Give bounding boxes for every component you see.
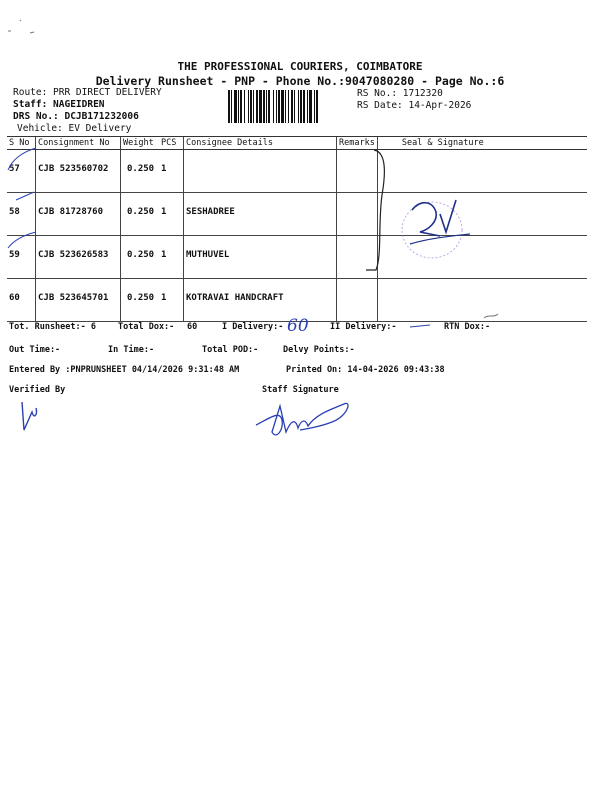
row-consignment: CJB 523626583 (38, 250, 109, 260)
row-pcs: 1 (161, 250, 167, 260)
row-consignee: KOTRAVAI HANDCRAFT (186, 293, 284, 303)
total-pod: Total POD:- (202, 345, 259, 355)
i-delivery-label: I Delivery:- (222, 322, 284, 332)
printed-on: Printed On: 14-04-2026 09:43:38 (286, 365, 445, 375)
col-pcs: PCS (159, 137, 184, 150)
delvy-points: Delvy Points:- (283, 345, 355, 355)
staff-signature-scrawl (256, 403, 348, 435)
staff-signature-label: Staff Signature (262, 385, 339, 395)
col-consignment: Consignment No (36, 137, 121, 150)
ii-delivery-label: II Delivery:- (330, 322, 397, 332)
row-pcs: 1 (161, 293, 167, 303)
verified-by-label: Verified By (9, 385, 66, 395)
verified-signature (22, 402, 37, 430)
row-pcs: 1 (161, 207, 167, 217)
col-sno: S No (7, 137, 36, 150)
entered-by: Entered By :PNPRUNSHEET 04/14/2026 9:31:48 AM (9, 365, 240, 375)
col-weight: Weight (121, 137, 160, 150)
runsheet-subtitle: Delivery Runsheet - PNP - Phone No.:9047080280 - Page No.:6 (95, 74, 505, 88)
row-weight: 0.250 (127, 293, 155, 303)
barcode-image (228, 90, 354, 123)
col-remarks: Remarks (337, 137, 378, 150)
row-consignment: CJB 523645701 (38, 293, 109, 303)
row-sno: 57 (9, 164, 20, 174)
row-pcs: 1 (161, 164, 167, 174)
route-label: Route: PRR DIRECT DELIVERY (13, 87, 162, 98)
drs-number: DRS No.: DCJB171232006 (13, 111, 139, 122)
rs-date: RS Date: 14-Apr-2026 (357, 100, 472, 111)
tot-runsheet: Tot. Runsheet:- 6 (9, 322, 96, 332)
runsheet-table (7, 136, 587, 322)
row-consignee: MUTHUVEL (186, 250, 230, 260)
table-row (7, 193, 587, 236)
dash-mark (410, 325, 430, 327)
col-consignee: Consignee Details (184, 137, 337, 150)
i-delivery-handwritten: 60 (287, 316, 309, 336)
row-sno: 59 (9, 250, 20, 260)
table-row (7, 150, 587, 193)
row-weight: 0.250 (127, 164, 155, 174)
row-weight: 0.250 (127, 250, 155, 260)
row-sno: 58 (9, 207, 20, 217)
total-dox-value: 60 (187, 322, 198, 332)
col-seal-signature: Seal & Signature (377, 137, 587, 150)
corner-marks (0, 0, 60, 40)
row-consignment: CJB 81728760 (38, 207, 104, 217)
in-time: In Time:- (108, 345, 155, 355)
rtn-dox-label: RTN Dox:- (444, 322, 491, 332)
row-consignee: SESHADREE (186, 207, 235, 217)
row-consignment: CJB 523560702 (38, 164, 109, 174)
out-time: Out Time:- (9, 345, 61, 355)
staff-label: Staff: NAGEIDREN (13, 99, 105, 110)
total-dox-label: Total Dox:- (118, 322, 175, 332)
vehicle-label: Vehicle: EV Delivery (17, 123, 132, 134)
rs-number: RS No.: 1712320 (357, 88, 443, 99)
company-title: THE PROFESSIONAL COURIERS, COIMBATORE (177, 60, 423, 73)
row-weight: 0.250 (127, 207, 155, 217)
row-sno: 60 (9, 293, 20, 303)
table-header-row (7, 137, 587, 150)
table-row (7, 236, 587, 279)
